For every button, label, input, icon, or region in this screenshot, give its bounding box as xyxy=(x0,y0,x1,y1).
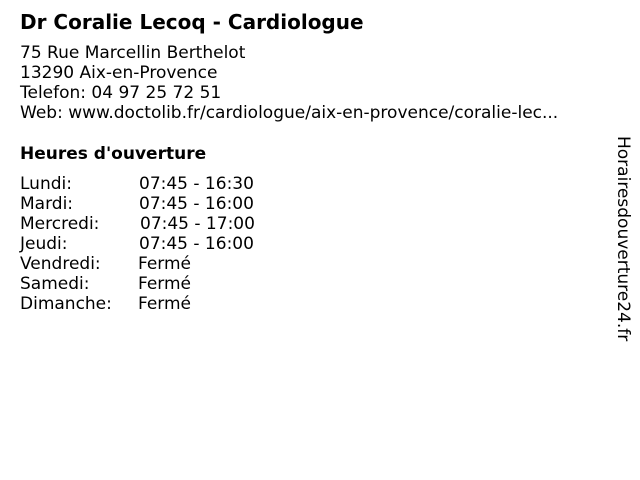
time-value: Fermé xyxy=(138,294,192,314)
page-title: Dr Coralie Lecoq - Cardiologue xyxy=(20,10,364,34)
address-street: 75 Rue Marcellin Berthelot xyxy=(20,43,246,63)
day-label: Vendredi: xyxy=(20,254,101,274)
address-city: 13290 Aix-en-Provence xyxy=(20,63,218,83)
time-value: 07:45 - 16:00 xyxy=(139,234,254,254)
day-label: Lundi: xyxy=(20,174,72,194)
time-value: 07:45 - 16:00 xyxy=(139,194,254,214)
site-watermark: Horairesdouverture24.fr xyxy=(613,136,633,342)
day-label: Samedi: xyxy=(20,274,90,294)
contact-block xyxy=(20,43,558,123)
day-label: Mercredi: xyxy=(20,214,100,234)
time-value: Fermé xyxy=(138,254,192,274)
phone-line: Telefon: 04 97 25 72 51 xyxy=(20,83,222,103)
website-line: Web: www.doctolib.fr/cardiologue/aix-en-provence/coralie-lec... xyxy=(20,103,559,123)
day-label: Dimanche: xyxy=(20,294,112,314)
day-label: Jeudi: xyxy=(20,234,68,254)
day-label: Mardi: xyxy=(20,194,74,214)
time-value: Fermé xyxy=(138,274,192,294)
time-value: 07:45 - 17:00 xyxy=(140,214,255,234)
time-value: 07:45 - 16:30 xyxy=(139,174,254,194)
hours-heading: Heures d'ouverture xyxy=(20,144,207,164)
